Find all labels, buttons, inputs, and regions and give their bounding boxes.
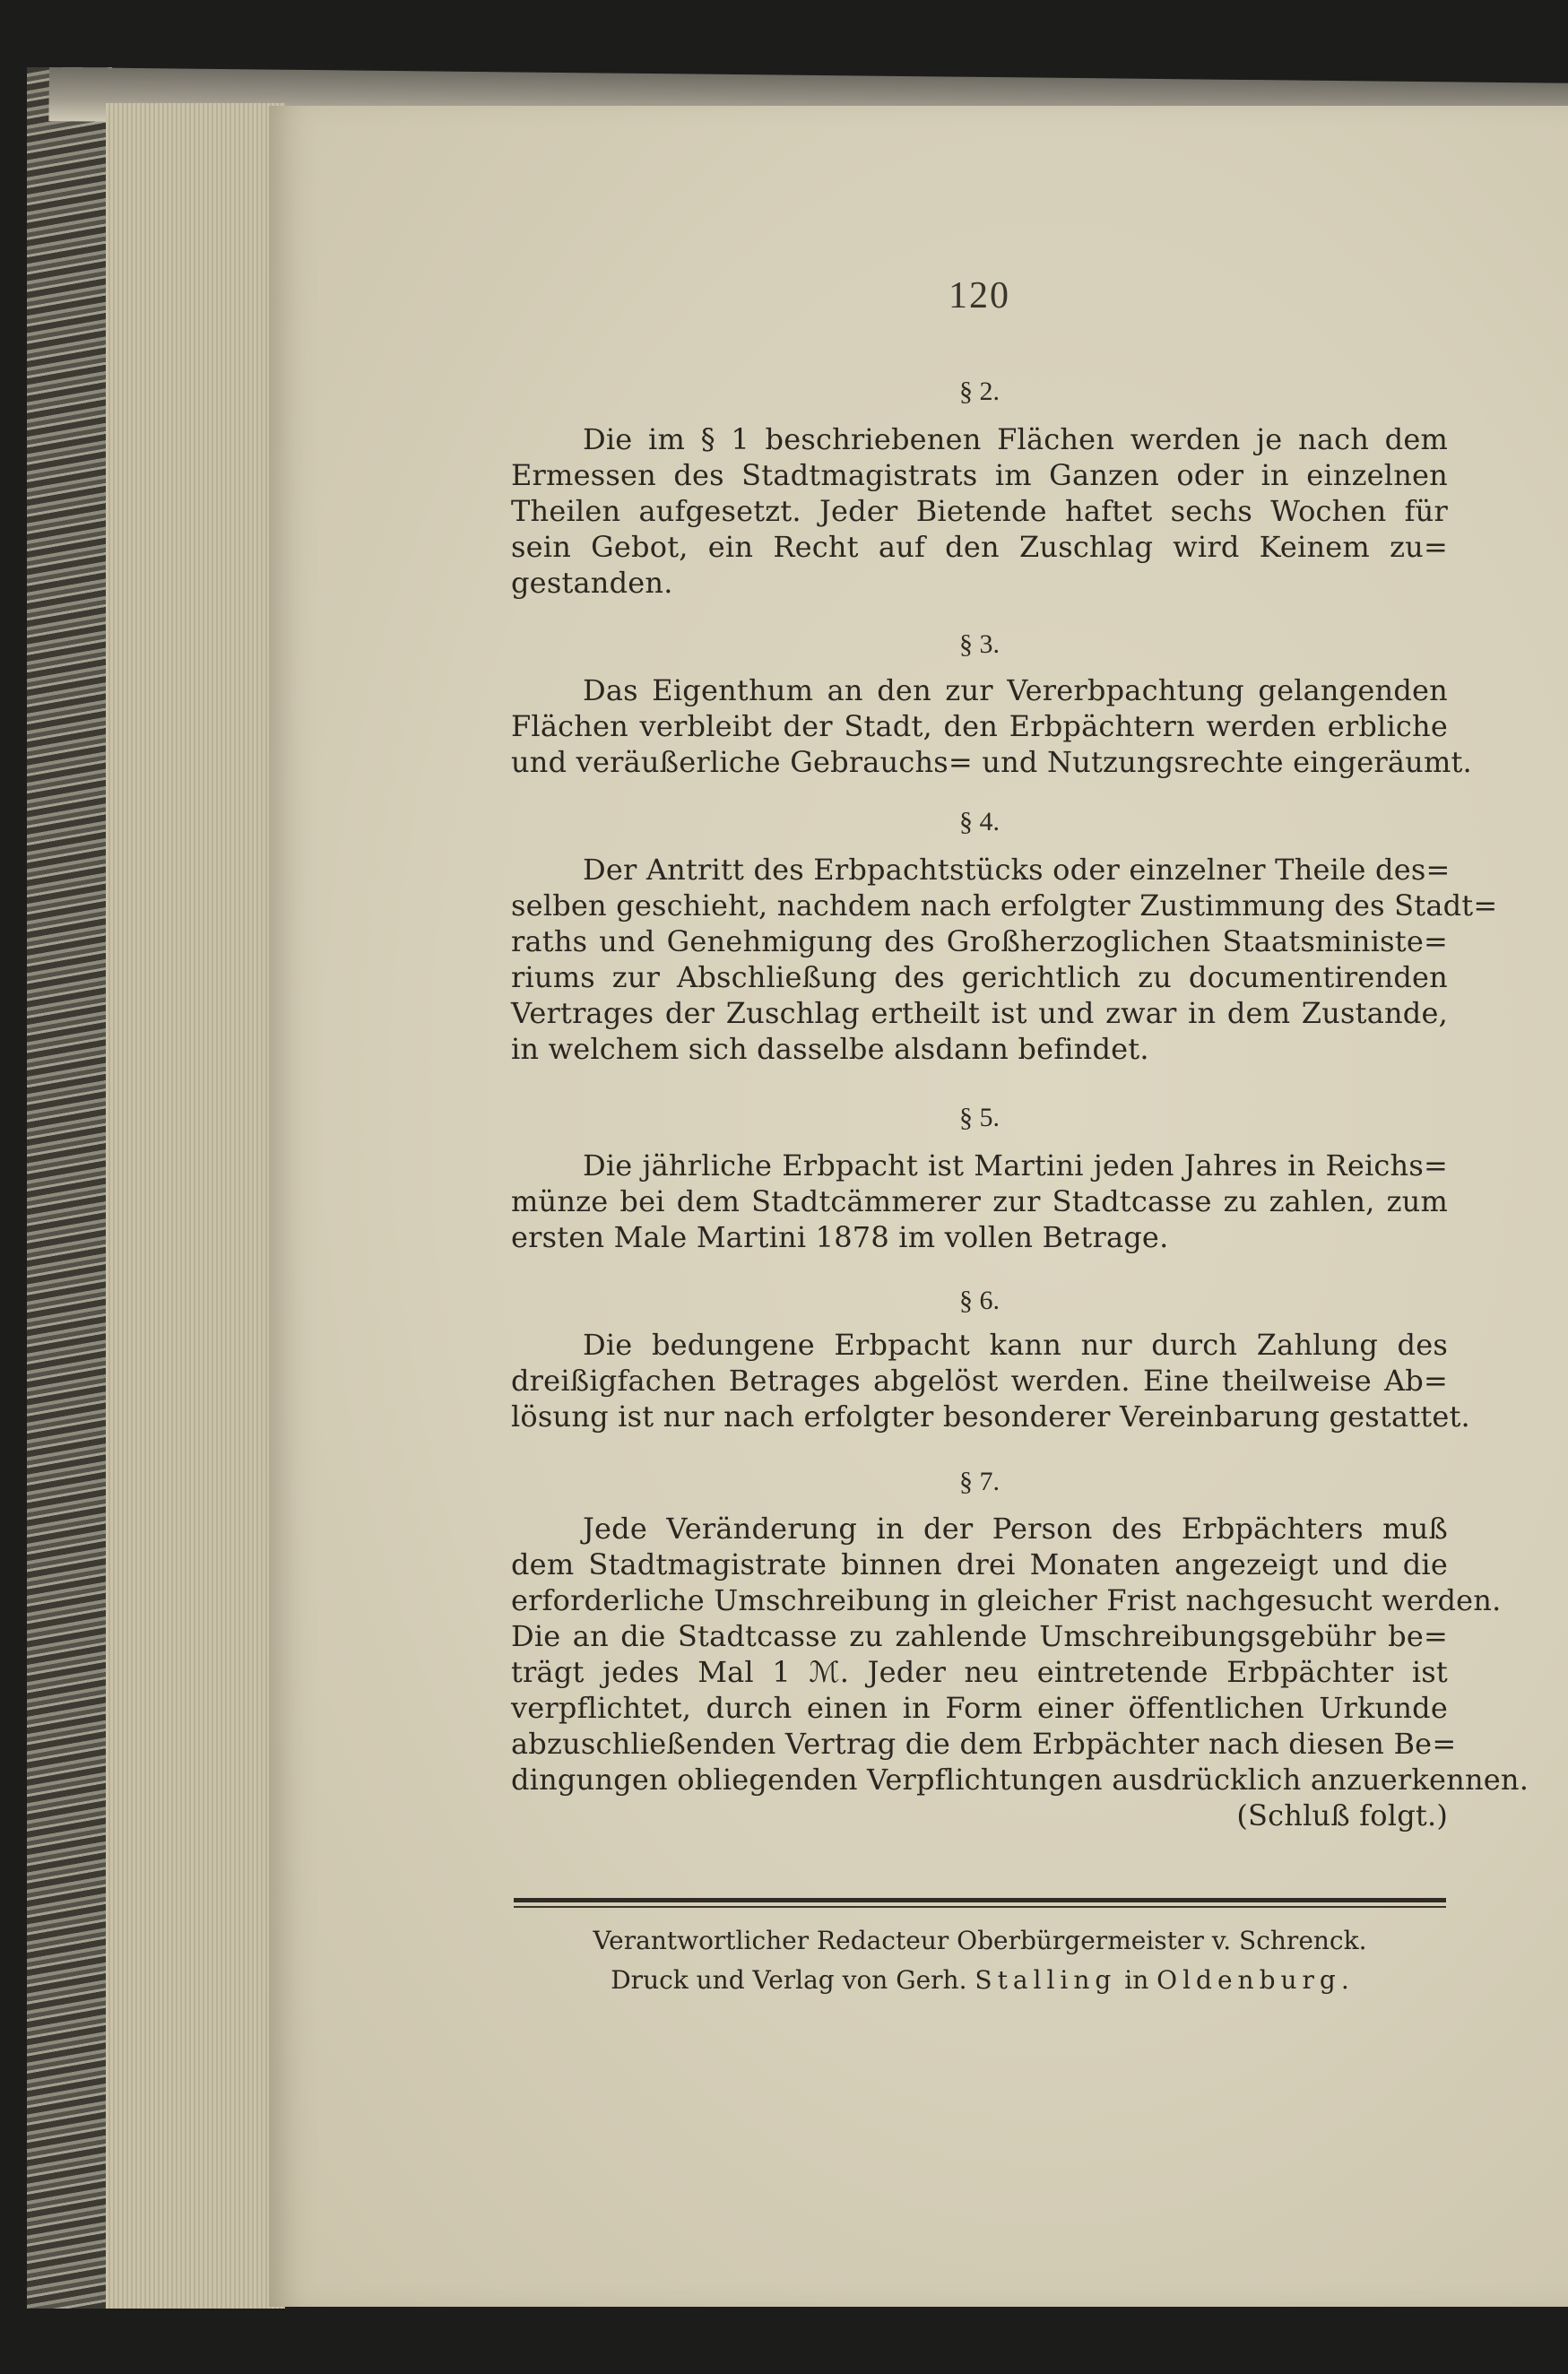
paragraph-line: lösung ist nur nach erfolgter besonderer Vereinbarung gestattet.	[511, 1399, 1470, 1434]
section-heading-5: § 5.	[959, 1103, 1000, 1132]
page-content	[511, 269, 1529, 1883]
paragraph-line: Die an die Stadtcasse zu zahlende Umschreibungsgebühr be=	[511, 1619, 1448, 1653]
paragraph-line: Theilen aufgesetzt. Jeder Bietende haftet sechs Wochen für	[511, 494, 1448, 528]
paragraph-line: dingungen obliegenden Verpflichtungen ausdrücklich anzuerkennen.	[511, 1763, 1529, 1797]
paragraph-line: Das Eigenthum an den zur Vererbpachtung gelangenden	[583, 673, 1448, 707]
paragraph-line: abzuschließenden Vertrag die dem Erbpächter nach diesen Be=	[511, 1727, 1457, 1761]
paragraph-line: raths und Genehmigung des Großherzoglichen Staatsministe=	[511, 924, 1448, 958]
paragraph-line: dem Stadtmagistrate binnen drei Monaten angezeigt und die	[511, 1547, 1448, 1581]
imprint-printer-name: Stalling	[975, 1965, 1117, 1995]
footer-rule-thick	[514, 1898, 1446, 1902]
paragraph-line: ersten Male Martini 1878 im vollen Betrage.	[511, 1220, 1169, 1254]
section-heading-6: § 6.	[959, 1286, 1000, 1315]
section-heading-3: § 3.	[959, 629, 1000, 659]
page-number: 120	[949, 275, 1010, 316]
imprint-printer-end: .	[1340, 1965, 1349, 1995]
paragraph-line: sein Gebot, ein Recht auf den Zuschlag wird Keinem zu=	[511, 530, 1448, 564]
book-binding	[27, 67, 115, 2309]
paragraph-line: Flächen verbleibt der Stadt, den Erbpächtern werden erbliche	[511, 709, 1448, 743]
imprint-printer-prefix: Druck und Verlag von Gerh.	[611, 1965, 975, 1995]
section-heading-7: § 7.	[959, 1467, 1000, 1496]
paragraph-line: und veräußerliche Gebrauchs= und Nutzungsrechte eingeräumt.	[511, 745, 1472, 779]
paragraph-line: Die im § 1 beschriebenen Flächen werden je nach dem	[583, 422, 1448, 456]
imprint-printer-city: Oldenburg	[1157, 1965, 1341, 1995]
paragraph-line: trägt jedes Mal 1 ℳ. Jeder neu eintretende Erbpächter ist	[511, 1655, 1448, 1689]
footer-rule-thin	[514, 1906, 1446, 1908]
paragraph-line: erforderliche Umschreibung in gleicher Frist nachgesucht werden.	[511, 1583, 1502, 1617]
paragraph-line: gestanden.	[511, 566, 673, 600]
section-heading-2: § 2.	[959, 377, 1000, 406]
section-heading-4: § 4.	[959, 807, 1000, 836]
paragraph-line: Die jährliche Erbpacht ist Martini jeden Jahres in Reichs=	[583, 1148, 1448, 1183]
paragraph-line: Jede Veränderung in der Person des Erbpächters muß	[583, 1512, 1448, 1546]
paragraph-line: Ermessen des Stadtmagistrats im Ganzen oder in einzelnen	[511, 458, 1448, 492]
page-edges	[106, 103, 285, 2309]
paragraph-line: verpflichtet, durch einen in Form einer öffentlichen Urkunde	[511, 1691, 1448, 1725]
closing-note: (Schluß folgt.)	[1236, 1798, 1448, 1832]
paragraph-line: Vertrages der Zuschlag ertheilt ist und zwar in dem Zustande,	[511, 996, 1448, 1030]
imprint-printer	[514, 1965, 1446, 1995]
paragraph-line: dreißigfachen Betrages abgelöst werden. Eine theilweise Ab=	[511, 1364, 1448, 1398]
paragraph-line: Der Antritt des Erbpachtstücks oder einzelner Theile des=	[583, 853, 1451, 887]
paragraph-line: münze bei dem Stadtcämmerer zur Stadtcasse zu zahlen, zum	[511, 1184, 1448, 1218]
imprint-editor: Verantwortlicher Redacteur Oberbürgermeister v. Schrenck.	[593, 1926, 1367, 1955]
paragraph-line: Die bedungene Erbpacht kann nur durch Zahlung des	[583, 1328, 1448, 1362]
paragraph-line: selben geschieht, nachdem nach erfolgter Zustimmung des Stadt=	[511, 888, 1498, 923]
imprint-printer-mid: in	[1116, 1965, 1157, 1995]
paragraph-line: in welchem sich dasselbe alsdann befindet.	[511, 1032, 1149, 1066]
paragraph-line: riums zur Abschließung des gerichtlich zu documentirenden	[511, 960, 1448, 994]
